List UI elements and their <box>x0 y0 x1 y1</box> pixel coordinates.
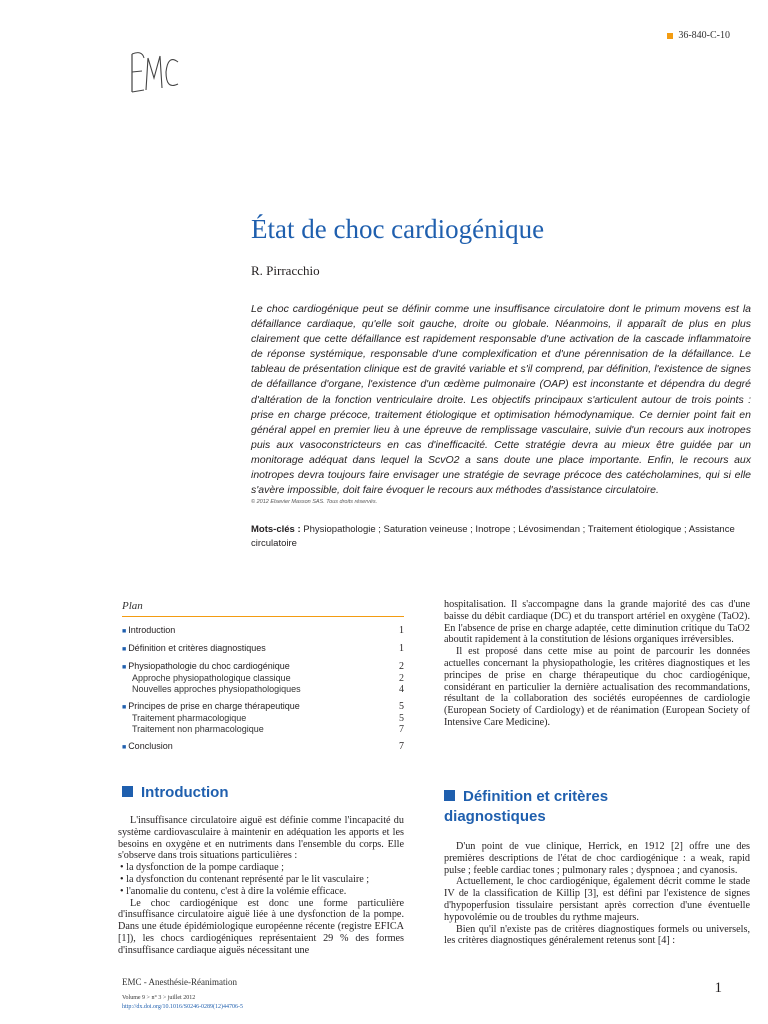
bullet-item: • l'anomalie du contenu, c'est à dire la volémie efficace. <box>120 885 347 897</box>
page-number: 1 <box>714 980 722 996</box>
paragraph: L'insuffisance circulatoire aiguë est définie comme l'incapacité du système cardiovasculaire à maintenir en adéquation les apports et les besoins en oxygène et en nutriments dans l'ensemble du corps. Elle s'observe dans trois situations particulières : <box>118 815 404 862</box>
keywords-label: Mots-clés : <box>251 524 301 535</box>
article-author: R. Pirracchio <box>251 263 320 278</box>
plan-item[interactable]: ■ Physiopathologie du choc cardiogénique 2 <box>122 661 404 673</box>
square-bullet-icon <box>667 33 673 39</box>
emc-logo <box>120 44 180 100</box>
abstract: Le choc cardiogénique peut se définir comme une insuffisance circulatoire dont le primum movens est la défaillance cardiaque, qu'elle soit gauche, droite ou globale. Néanmoins, il apparaît de plus en plus clairement que cette défaillance est rapidement responsable d'une activation de la cascade inflammatoire de réponse systémique, responsable d'une complexification et d'une pérennisation de la défaillance. Le tableau de présentation clinique est de gravité variable et s'il comprend, par définition, l'existence de signes de défaillance d'organe, l'existence d'un œdème pulmonaire (OAP) est inconstante et dépendra du degré d'altération de la fonction ventriculaire droite. Les objectifs principaux s'articulent autour de trois points : prise en charge précoce, traitement étiologique et optimisation hémodynamique. Ce dernier point fait en général appel en premier lieu à une épreuve de remplissage vasculaire, suivie d'un recours aux inotropes puis aux vasoconstricteurs en cas d'inefficacité. Cette stratégie devra au mieux être guidée par un monitorage adéquat dans lequel la ScvO2 a sans doute une place importante. Enfin, le recours aux inotropes devra toujours faire envisager une stratégie de sevrage précoce des catécholamines, qui si elle s'avère impossible, doit faire évoquer le recours aux méthodes d'assistance circulatoire. <box>251 303 751 497</box>
plan-item[interactable]: ■ Principes de prise en charge thérapeutique 5 <box>122 701 404 713</box>
right-column-top <box>444 599 750 729</box>
document-reference: 36-840-C-10 <box>667 30 730 41</box>
paragraph: Il est proposé dans cette mise au point de parcourir les données actuelles concernant la physiopathologie, les critères diagnostiques et les principes de prise en charge thérapeutique du choc cardiogénique, considérant en particulier la dernière actualisation des recommandations, résultant de la collaboration des sociétés européennes de cardiologie (European Society of Cardiology) et de réanimation (European Society of Intensive Care Medicine). <box>444 646 750 728</box>
definition-body <box>444 841 750 947</box>
journal-name: EMC - Anesthésie-Réanimation <box>122 977 237 987</box>
introduction-heading: Introduction <box>122 783 228 803</box>
paragraph: Bien qu'il n'existe pas de critères diagnostiques formels ou universels, les critères diagnostiques généralement retenus sont [4] : <box>444 923 750 947</box>
copyright: © 2012 Elsevier Masson SAS. Tous droits réservés. <box>251 499 378 505</box>
paragraph: hospitalisation. Il s'accompagne dans la grande majorité des cas d'une baisse du débit cardiaque (DC) et du transport artériel en oxygène (TaO2). En l'absence de prise en charge adaptée, cette diminution critique du TaO2 aboutit rapidement à la constitution de lésions organiques irréversibles. <box>444 599 750 646</box>
bullet-item: • la dysfonction du contenant représenté par le lit vasculaire ; <box>120 873 370 885</box>
plan-item[interactable]: ■ Conclusion 7 <box>122 741 404 753</box>
article-title: État de choc cardiogénique <box>251 214 545 244</box>
plan-divider <box>122 616 404 617</box>
paragraph: D'un point de vue clinique, Herrick, en 1912 [2] offre une des premières descriptions de l'état de choc cardiogénique : a weak, rapid pulse ; feeble cardiac tones ; pulmonary rales ; dyspnoea ; and cyanosis. <box>444 841 750 876</box>
keywords-list: Physiopathologie ; Saturation veineuse ; Inotrope ; Lévosimendan ; Traitement étiologique ; Assistance circulatoire <box>251 524 735 549</box>
definition-heading: Définition et critères diagnostiques <box>444 788 609 825</box>
paragraph: Actuellement, le choc cardiogénique, également décrit comme le stade IV de la classification de Killip [3], est défini par l'existence de signes d'hypoperfusion tissulaire persistant après correction d'une éventuelle hypovolémie ou de troubles du rythme majeurs. <box>444 876 750 923</box>
plan-subitem[interactable]: Traitement non pharmacologique 7 <box>132 724 404 735</box>
plan-subitem[interactable]: Nouvelles approches physiopathologiques 4 <box>132 684 404 695</box>
paragraph: Le choc cardiogénique est donc une forme particulière d'insuffisance circulatoire aiguë liée à une dysfonction de la pompe. Dans une étude épidémiologique européenne récente (registre EFICA [1]), les chocs cardiogéniques représentaient 29 % des formes d'insuffisance cardiaque aiguës nécessitant une <box>118 897 404 956</box>
heading-square-icon <box>444 790 455 801</box>
plan-title: Plan <box>122 600 143 612</box>
plan-subitem[interactable]: Traitement pharmacologique 5 <box>132 713 404 724</box>
doi-link[interactable]: http://dx.doi.org/10.1016/S0246-0289(12)44706-5 <box>122 1004 244 1010</box>
keywords <box>251 523 751 551</box>
introduction-body <box>118 815 404 957</box>
plan-item[interactable]: ■ Introduction 1 <box>122 625 404 637</box>
bullet-item: • la dysfonction de la pompe cardiaque ; <box>120 862 284 874</box>
plan-subitem[interactable]: Approche physiopathologique classique 2 <box>132 673 404 684</box>
volume-info: Volume 9 > n° 3 > juillet 2012 <box>122 995 196 1001</box>
table-of-contents <box>122 600 404 753</box>
heading-square-icon <box>122 786 133 797</box>
plan-item[interactable]: ■ Définition et critères diagnostiques 1 <box>122 643 404 655</box>
